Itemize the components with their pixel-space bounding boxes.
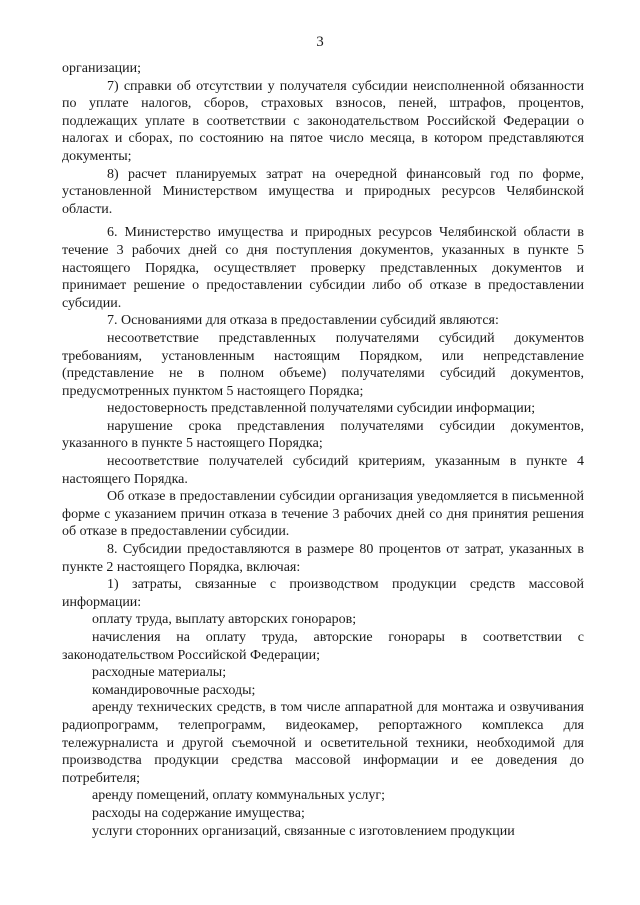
page-number: 3	[316, 34, 324, 50]
paragraph-cost-salary: оплату труда, выплату авторских гонораров;	[92, 612, 357, 628]
paragraph-section-6: 6. Министерство имущества и природных ресурсов Челябинской области в течение 3 рабочих дней со дня поступления документов, указанных в пункте 5 настоящего Порядка, осуществляет проверку представленных документов и принимает решение о предоставлении субсидии либо об отказе в предоставлении субсидии.	[62, 225, 584, 311]
paragraph-item-8-cost-estimate: 8) расчет планируемых затрат на очередной финансовый год по форме, установленной Министерством имущества и природных ресурсов Челябинской области.	[62, 166, 584, 217]
paragraph-refusal-reason-1: несоответствие представленных получателями субсидий документов требованиям, установленным настоящим Порядком, или непредставление (представление не в полном объеме) получателями субсидий документов, предусмотренных пунктом 5 настоящего Порядка;	[62, 330, 584, 399]
paragraph-continuation: организации;	[62, 61, 142, 76]
paragraph-section-8: 8. Субсидии предоставляются в размере 80 процентов от затрат, указанных в пункте 2 настоящего Порядка, включая:	[62, 542, 584, 575]
paragraph-cost-materials: расходные материалы;	[92, 665, 227, 681]
paragraph-refusal-notice: Об отказе в предоставлении субсидии организация уведомляется в письменной форме с указанием причин отказа в течение 3 рабочих дней со дня принятия решения об отказе в предоставлении субсидии.	[62, 489, 584, 540]
document-body	[62, 60, 584, 840]
paragraph-cost-maintenance: расходы на содержание имущества;	[92, 805, 305, 821]
paragraph-refusal-reason-3: нарушение срока представления получателями субсидии документов, указанного в пункте 5 настоящего Порядка;	[62, 418, 584, 452]
paragraph-cost-item-1: 1) затраты, связанные с производством продукции средств массовой информации:	[62, 577, 584, 610]
paragraph-section-7: 7. Основаниями для отказа в предоставлении субсидий являются:	[107, 313, 499, 329]
paragraph-refusal-reason-4: несоответствие получателей субсидий критериям, указанным в пункте 4 настоящего Порядка.	[62, 454, 584, 487]
paragraph-item-7-certificate: 7) справки об отсутствии у получателя субсидии неисполненной обязанности по уплате налогов, сборов, страховых взносов, пеней, штрафов, процентов, подлежащих уплате в соответствии с законодательством Российской Федерации о налогах и сборах, по состоянию на пятое число месяца, в котором представляются документы;	[62, 78, 584, 164]
paragraph-cost-premises-rent: аренду помещений, оплату коммунальных услуг;	[92, 788, 386, 804]
paragraph-refusal-reason-2: недостоверность представленной получателями субсидии информации;	[107, 401, 536, 417]
paragraph-cost-travel: командировочные расходы;	[92, 682, 256, 698]
paragraph-cost-payroll-charges: начисления на оплату труда, авторские гонорары в соответствии с законодательством Российской Федерации;	[62, 630, 584, 663]
paragraph-cost-equipment-rent: аренду технических средств, в том числе аппаратной для монтажа и озвучивания радиопрограмм, телепрограмм, видеокамер, репортажного комплекса для тележурналиста и другой съемочной и осветительной техники, необходимой для производства продукции средства массовой информации и ее доведения до потребителя;	[62, 700, 584, 786]
paragraph-cost-third-party: услуги сторонних организаций, связанные с изготовлением продукции	[92, 823, 515, 839]
